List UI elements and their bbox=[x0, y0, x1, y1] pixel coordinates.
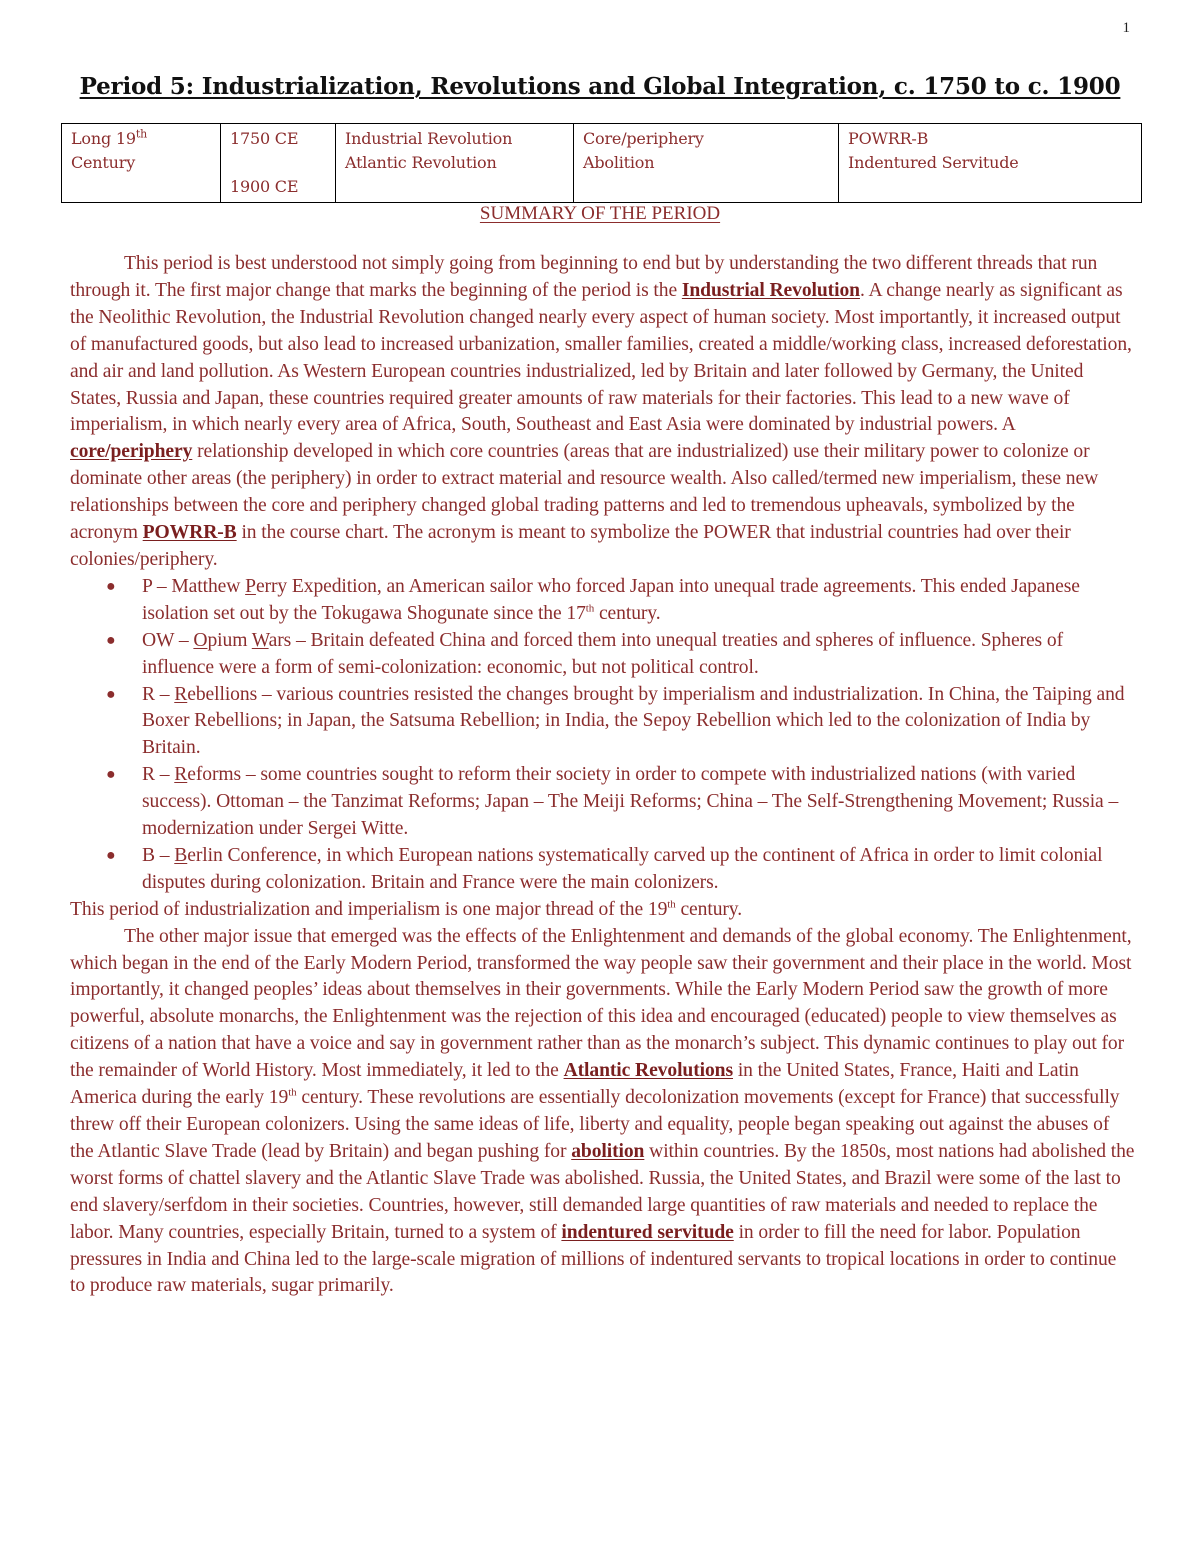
page-number: 1 bbox=[1122, 20, 1130, 36]
bullet-icon: ● bbox=[106, 846, 116, 864]
superscript: th bbox=[667, 898, 676, 911]
bullet-icon: ● bbox=[106, 631, 116, 649]
theme-powrr-b: POWRR-B bbox=[848, 129, 929, 148]
list-text: ebellions – various countries resisted the changes brought by imperialism and industrialization. In China, the Taiping and Boxer Rebellions; in Japan, the Satsuma Rebellion; in India, the Sepoy Rebellion which led to the colonization of India by Britain. bbox=[142, 683, 1125, 759]
paragraph-text: in the United States, France, Haiti and Latin America during the early 19 bbox=[70, 1060, 1079, 1109]
acronym-letter: B bbox=[174, 844, 188, 866]
list-text: P – Matthew bbox=[142, 575, 246, 597]
paragraph-text: relationship developed in which core countries (areas that are industrialized) use their military power to colonize or dominate other areas (the periphery) in order to extract material and resource wealth. Also called/termed new imperialism, these new relationships between the core and periphery changed global trading patterns and led to tremendous upheavals, symbolized by the acronym bbox=[70, 441, 1099, 544]
table-cell-era bbox=[62, 124, 221, 203]
key-term-abolition: abolition bbox=[571, 1140, 645, 1162]
table-row bbox=[62, 124, 1142, 203]
list-item-perry bbox=[106, 574, 1135, 628]
table-cell-relationships bbox=[574, 124, 839, 203]
summary-body bbox=[70, 251, 1135, 1300]
acronym-letter: R bbox=[174, 764, 188, 786]
table-cell-dates bbox=[221, 124, 336, 203]
list-item-opium-wars bbox=[106, 628, 1135, 682]
overview-table bbox=[61, 123, 1142, 203]
paragraph-text: . A change nearly as significant as the Neolithic Revolution, the Industrial Revolution changed nearly every aspect of human society. Most importantly, it increased output of manufactured goods, but also lead to increased urbanization, smaller families, created a middle/working class, increased deforestation, and air and land pollution. As Western European countries industrialized, led by Britain and later followed by Germany, the United States, Russia and Japan, these countries required greater amounts of raw materials for their factories. This lead to a new wave of imperialism, in which nearly every area of Africa, South, Southeast and East Asia were dominated by industrial powers. A bbox=[70, 279, 1132, 436]
key-term-powrr-b: POWRR-B bbox=[142, 522, 237, 544]
superscript: th bbox=[585, 602, 595, 615]
start-date: 1750 CE bbox=[230, 129, 299, 148]
end-date: 1900 CE bbox=[230, 177, 299, 196]
summary-heading: SUMMARY OF THE PERIOD bbox=[479, 203, 721, 224]
paragraph-industrialization bbox=[70, 251, 1135, 574]
list-text: eforms – some countries sought to reform their society in order to compete with industrialized nations (with varied success). Ottoman – the Tanzimat Reforms; Japan – The Meiji Reforms; China – The Self-Strengthening Movement; Russia – modernization under Sergei Witte. bbox=[142, 764, 1119, 840]
paragraph-text: This period is best understood not simply going from beginning to end but by understanding the two different threads that run through it. The first major change that marks the beginning of the period is the bbox=[70, 253, 1098, 301]
paragraph-text: within countries. By the 1850s, most nations had abolished the worst forms of chattel slavery and the Atlantic Slave Trade was abolished. Russia, the United States, and Brazil were some of the last to end slavery/serfdom in their societies. Countries, however, still demanded large quantities of raw materials and needed to replace the labor. Many countries, especially Britain, turned to a system of bbox=[70, 1140, 1135, 1243]
key-term-industrial-revolution: Industrial Revolution bbox=[681, 279, 860, 301]
theme-atlantic-revolution: Atlantic Revolution bbox=[345, 153, 497, 172]
table-cell-acronym bbox=[839, 124, 1142, 203]
list-item-rebellions bbox=[106, 682, 1135, 763]
theme-industrial-revolution: Industrial Revolution bbox=[345, 129, 513, 148]
paragraph-text: This period of industrialization and imperialism is one major thread of the 19 bbox=[70, 898, 668, 920]
list-item-berlin-conference bbox=[106, 843, 1135, 897]
closing-line bbox=[70, 897, 1135, 924]
theme-indentured-servitude: Indentured Servitude bbox=[848, 153, 1019, 172]
superscript: th bbox=[288, 1086, 297, 1099]
list-text: erry Expedition, an American sailor who forced Japan into unequal trade agreements. This ended Japanese isolation set out by the Tokugawa Shogunate since the 17 bbox=[142, 575, 1080, 624]
powrr-b-list bbox=[70, 574, 1135, 897]
paragraph-enlightenment bbox=[70, 924, 1135, 1301]
list-text: century. bbox=[594, 602, 661, 624]
list-text: R – bbox=[142, 764, 175, 786]
paragraph-text: in order to fill the need for labor. Population pressures in India and China led to the large-scale migration of millions of indentured servants to tropical locations in order to continue to produce raw materials, sugar primarily. bbox=[70, 1221, 1117, 1297]
acronym-letter: W bbox=[251, 629, 269, 651]
theme-core-periphery: Core/periphery bbox=[583, 129, 704, 148]
acronym-letter: O bbox=[193, 629, 208, 651]
era-label-part: Long 19 bbox=[71, 129, 136, 148]
acronym-letter: P bbox=[245, 575, 256, 597]
era-label-century: Century bbox=[71, 153, 136, 172]
bullet-icon: ● bbox=[106, 685, 116, 703]
acronym-letter: R bbox=[174, 683, 188, 705]
key-term-atlantic-revolutions: Atlantic Revolutions bbox=[563, 1060, 734, 1082]
paragraph-text: in the course chart. The acronym is meant to symbolize the POWER that industrial countries had over their colonies/periphery. bbox=[70, 522, 1071, 570]
list-text: ars – Britain defeated China and forced them into unequal treaties and spheres of influence. Spheres of influence were a form of semi-colonization: economic, but not political control. bbox=[142, 629, 1064, 678]
list-text: B – bbox=[142, 844, 175, 866]
paragraph-text: century. These revolutions are essentially decolonization movements (except for France) that successfully threw off their European colonizers. Using the same ideas of life, liberty and equality, people began speaking out against the abuses of the Atlantic Slave Trade (lead by Britain) and began pushing for bbox=[70, 1087, 1120, 1162]
list-item-reforms bbox=[106, 762, 1135, 843]
list-text: pium bbox=[207, 629, 252, 651]
paragraph-text: The other major issue that emerged was the effects of the Enlightenment and demands of the global economy. The Enlightenment, which began in the end of the Early Modern Period, transformed the way people saw their government and their place in the world. Most importantly, it changed peoples’ ideas about themselves in their governments. While the Early Modern Period saw the growth of more powerful, absolute monarchs, the Enlightenment was the rejection of this idea and encouraged (educated) people to view themselves as citizens of a nation that have a voice and say in government rather than as the monarch’s subject. This dynamic continues to play out for the remainder of World History. Most immediately, it led to the bbox=[70, 925, 1132, 1082]
theme-abolition: Abolition bbox=[583, 153, 655, 172]
paragraph-text: century. bbox=[675, 898, 743, 920]
era-superscript: th bbox=[135, 127, 147, 141]
list-text: OW – bbox=[142, 629, 194, 651]
key-term-indentured-servitude: indentured servitude bbox=[561, 1221, 734, 1243]
list-text: R – bbox=[142, 683, 175, 705]
page-title: Period 5: Industrialization, Revolutions and Global Integration, c. 1750 to c. 1900 bbox=[79, 73, 1121, 100]
key-term-core-periphery: core/periphery bbox=[70, 441, 193, 463]
list-text: erlin Conference, in which European nations systematically carved up the continent of Africa in order to limit colonial disputes during colonization. Britain and France were the main colonizers. bbox=[142, 844, 1103, 893]
bullet-icon: ● bbox=[106, 766, 116, 784]
table-cell-revolutions bbox=[336, 124, 574, 203]
bullet-icon: ● bbox=[106, 577, 116, 595]
